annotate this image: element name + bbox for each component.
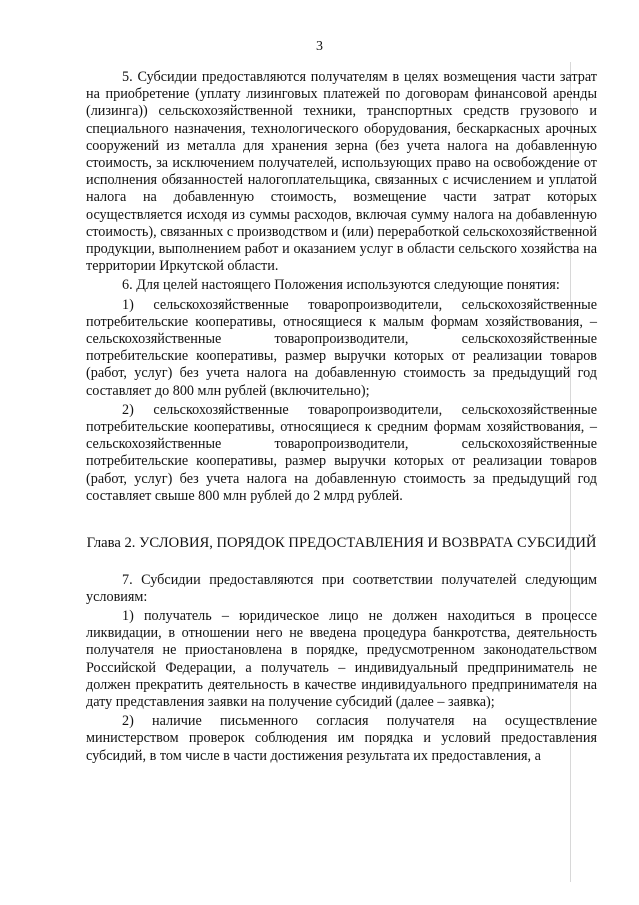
page-number: 3 bbox=[316, 39, 323, 54]
paragraph-6: 6. Для целей настоящего Положения используются следующие понятия: bbox=[122, 277, 560, 294]
paragraph-7: 7. Субсидии предоставляются при соответствии получателей следующим условиям: bbox=[86, 571, 597, 605]
paragraph-5: 5. Субсидии предоставляются получателям в целях возмещения части затрат на приобретение (уплату лизинговых платежей по договорам финансовой аренды (лизинга)) сельскохозяйственной техники, транспортных средств грузового и специального назначения, технологического оборудования, бескаркасных арочных сооружений из металла для хранения зерна (без учета налога на добавленную стоимость, за исключением получателей, использующих право на освобождение от исполнения обязанностей налогоплательщика, связанных с исчислением и уплатой налога на добавленную стоимость, возмещение части затрат которых осуществляется исходя из суммы расходов, включая сумму налога на добавленную стоимость), связанных с производством и (или) переработкой сельскохозяйственной продукции, выполнением работ и оказанием услуг в области сельского хозяйства на территории Иркутской области. bbox=[86, 69, 597, 275]
paragraph-6-item-1: 1) сельскохозяйственные товаропроизводители, сельскохозяйственные потребительские кооперативы, относящиеся к малым формам хозяйствования, – сельскохозяйственные товаропроизводители, сельскохозяйственные потребительские кооперативы, размер выручки которых от реализации товаров (работ, услуг) без учета налога на добавленную стоимость за предыдущий год составляет до 800 млн рублей (включительно); bbox=[86, 296, 597, 399]
chapter-heading: Глава 2. УСЛОВИЯ, ПОРЯДОК ПРЕДОСТАВЛЕНИЯ И ВОЗВРАТА СУБСИДИЙ bbox=[86, 535, 597, 552]
paragraph-7-item-1: 1) получатель – юридическое лицо не должен находиться в процессе ликвидации, в отношении него не введена процедура банкротства, деятельность получателя не приостановлена в порядке, предусмотренном законодательством Российской Федерации, а получатель – индивидуальный предприниматель не должен прекратить деятельность в качестве индивидуального предпринимателя на дату представления заявки на получение субсидий (далее – заявка); bbox=[86, 607, 597, 710]
paragraph-6-item-2: 2) сельскохозяйственные товаропроизводители, сельскохозяйственные потребительские кооперативы, относящиеся к средним формам хозяйствования, – сельскохозяйственные товаропроизводители, сельскохозяйственные потребительские кооперативы, размер выручки которых от реализации товаров (работ, услуг) без учета налога на добавленную стоимость за предыдущий год составляет свыше 800 млн рублей до 2 млрд рублей. bbox=[86, 401, 597, 504]
paragraph-7-item-2: 2) наличие письменного согласия получателя на осуществление министерством проверок соблюдения им порядка и условий предоставления субсидий, в том числе в части достижения результата их предоставления, а bbox=[86, 713, 597, 764]
document-body bbox=[86, 69, 597, 767]
